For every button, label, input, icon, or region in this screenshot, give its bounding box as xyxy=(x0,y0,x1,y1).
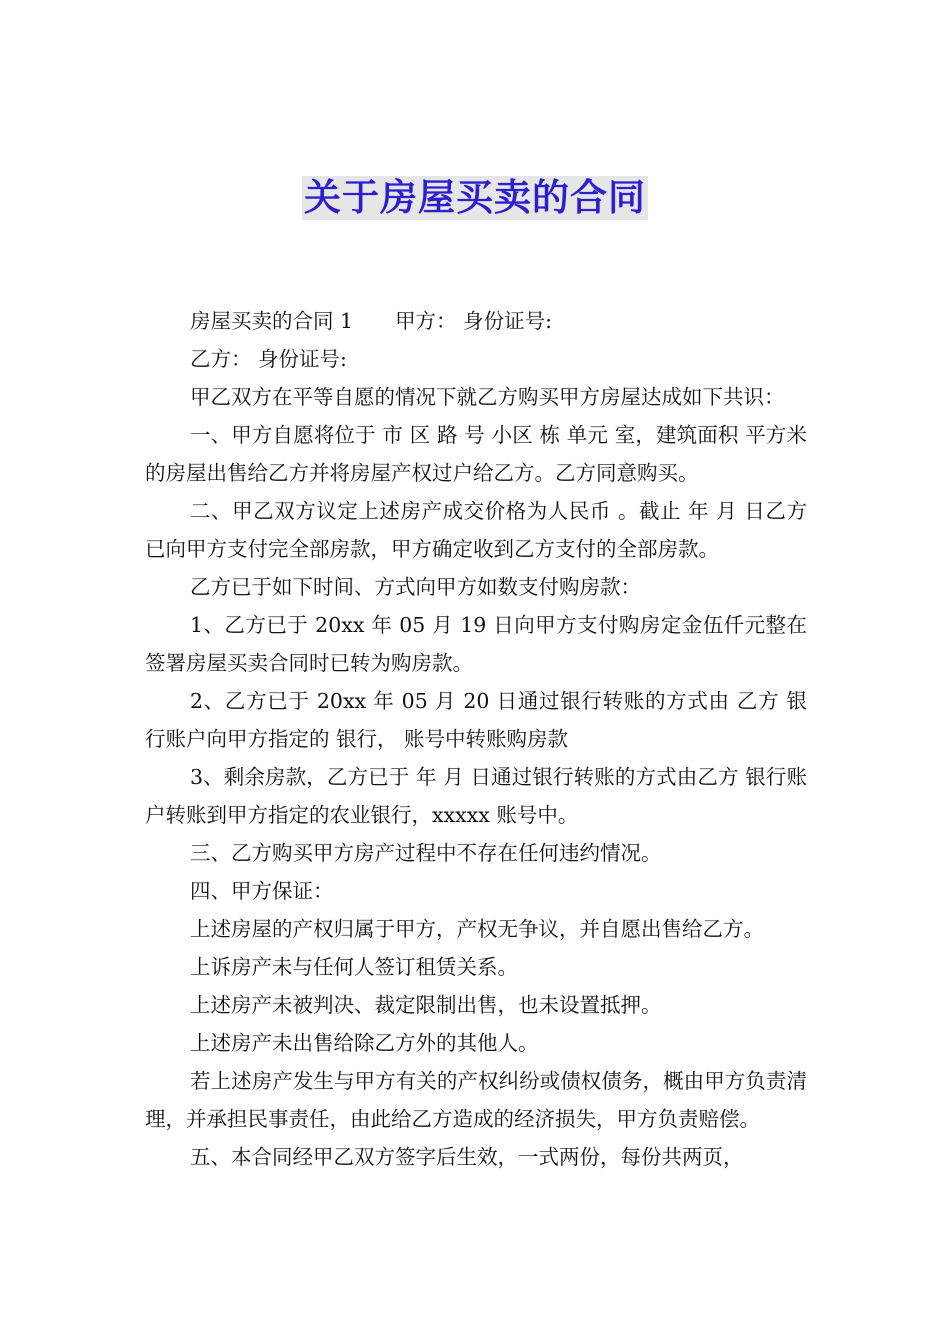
liability-paragraph: 若上述房产发生与甲方有关的产权纠纷或债权债务，概由甲方负责清理，并承担民事责任，由此给乙方造成的经济损失，甲方负责赔偿。 xyxy=(145,1069,807,1131)
clause-two: 二、甲乙双方议定上述房产成交价格为人民币 。截止 年 月 日乙方已向甲方支付完全部房款，甲方确定收到乙方支付的全部房款。 xyxy=(145,499,807,561)
clause-one: 一、甲方自愿将位于 市 区 路 号 小区 栋 单元 室，建筑面积 平方米的房屋出售给乙方并将房屋产权过户给乙方。乙方同意购买。 xyxy=(145,423,807,485)
guarantee-1: 上述房屋的产权归属于甲方，产权无争议，并自愿出售给乙方。 xyxy=(190,917,764,941)
contract-number: 房屋买卖的合同 1 xyxy=(190,309,354,333)
header-line xyxy=(145,302,807,340)
guarantee-3: 上述房产未被判决、裁定限制出售，也未设置抵押。 xyxy=(190,993,662,1017)
document-title: 关于房屋买卖的合同 xyxy=(304,176,646,219)
payment-intro: 乙方已于如下时间、方式向甲方如数支付购房款： xyxy=(190,575,641,599)
payment-item-2: 2、乙方已于 20xx 年 05 月 20 日通过银行转账的方式由 乙方 银行账户向甲方指定的 银行， 账号中转账购房款 xyxy=(145,689,807,751)
paragraph-consensus: 甲乙双方在平等自愿的情况下就乙方购买甲方房屋达成如下共识： xyxy=(190,385,785,409)
title-container xyxy=(0,176,950,220)
document-body xyxy=(145,302,807,1176)
payment-item-1: 1、乙方已于 20xx 年 05 月 19 日向甲方支付购房定金伍仟元整在签署房屋买卖合同时已转为购房款。 xyxy=(145,613,807,675)
clause-three: 三、乙方购买甲方房产过程中不存在任何违约情况。 xyxy=(190,841,662,865)
payment-item-3: 3、剩余房款，乙方已于 年 月 日通过银行转账的方式由乙方 银行账户转账到甲方指定的农业银行，xxxxx 账号中。 xyxy=(145,765,807,827)
guarantee-2: 上诉房产未与任何人签订租赁关系。 xyxy=(190,955,518,979)
clause-five: 五、本合同经甲乙双方签字后生效，一式两份，每份共两页， xyxy=(190,1145,744,1169)
guarantee-4: 上述房产未出售给除乙方外的其他人。 xyxy=(190,1031,539,1055)
party-b-line: 乙方： 身份证号: xyxy=(190,347,347,371)
party-a-line: 甲方： 身份证号: xyxy=(395,309,552,333)
clause-four: 四、甲方保证： xyxy=(190,879,334,903)
